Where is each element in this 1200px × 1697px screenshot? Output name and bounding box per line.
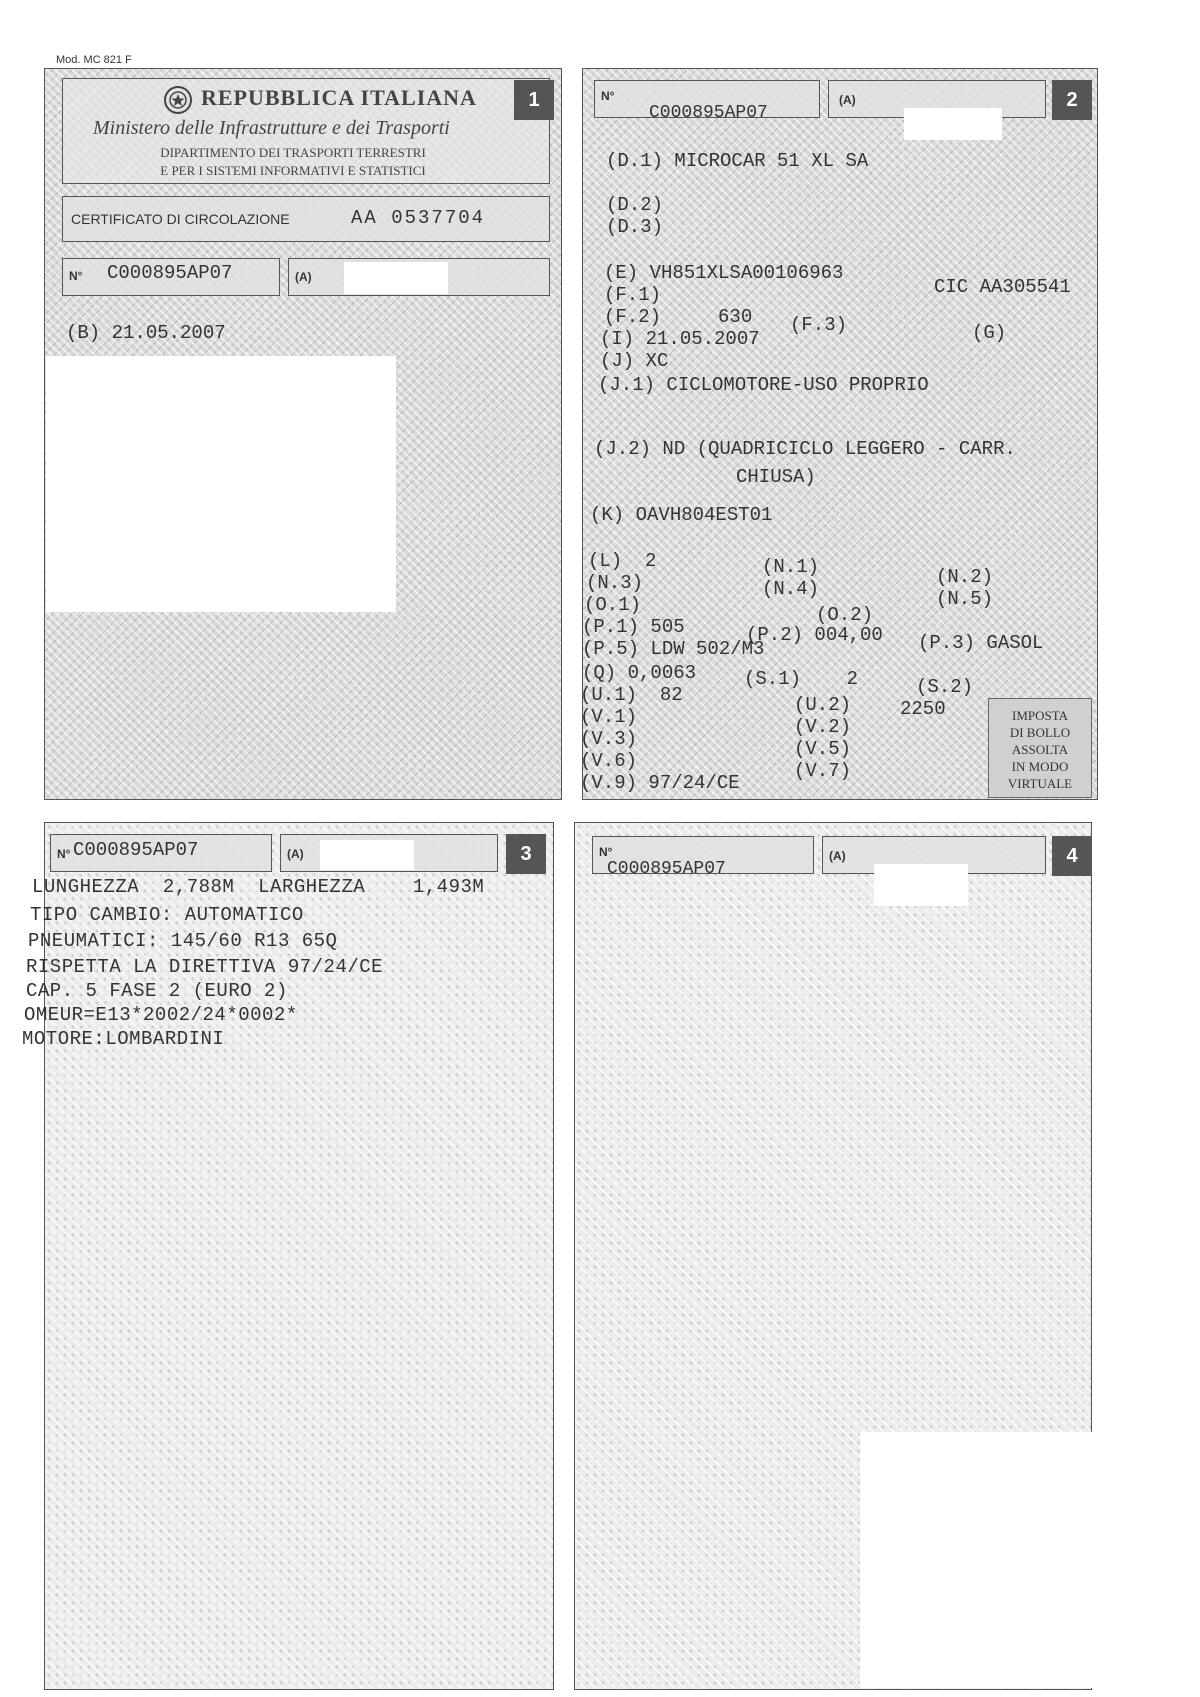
ministry-name: Ministero delle Infrastrutture e dei Trasporti [93, 117, 450, 139]
field-f1: (F.1) [604, 284, 662, 306]
tax-stamp [988, 698, 1092, 798]
text-line: LUNGHEZZA 2,788M LARGHEZZA 1,493M [32, 876, 485, 898]
header-box [62, 78, 550, 184]
number-box-1 [62, 258, 280, 296]
number-label: N° [57, 847, 71, 861]
redaction [344, 262, 448, 294]
stamp-line: DI BOLLO [1009, 725, 1071, 740]
field-f3: (F.3) [790, 314, 848, 336]
field-n1: (N.1) [762, 556, 820, 578]
field-n2: (N.2) [936, 566, 994, 588]
redaction [860, 1432, 1092, 1688]
stamp-line: IN MODO [1011, 759, 1069, 774]
field-j1: (J.1) CICLOMOTORE-USO PROPRIO [598, 374, 929, 396]
field-v2: (V.2) [794, 716, 852, 738]
field-o1: (O.1) [584, 594, 642, 616]
field-u2-value: 2250 [900, 698, 946, 720]
field-f2: (F.2) 630 [604, 306, 753, 328]
certificate-box [62, 196, 550, 242]
field-l: (L) 2 [588, 550, 657, 572]
field-s2: (S.2) [916, 676, 974, 698]
field-g: (G) [972, 322, 1007, 344]
emblem-icon [163, 85, 193, 115]
field-u2: (U.2) [794, 694, 852, 716]
field-p2: (P.2) 004,00 [746, 624, 883, 646]
field-i: (I) 21.05.2007 [600, 328, 760, 350]
panel-badge-2: 2 [1052, 80, 1092, 120]
stamp-line: IMPOSTA [1011, 708, 1069, 723]
field-k: (K) OAVH804EST01 [590, 504, 773, 526]
field-j2-cont: CHIUSA) [736, 466, 816, 488]
field-p1: (P.1) 505 [582, 616, 685, 638]
number-value: C000895AP07 [107, 262, 233, 284]
text-line: RISPETTA LA DIRETTIVA 97/24/CE [26, 956, 384, 978]
number-label: N° [601, 89, 615, 103]
field-e: (E) VH851XLSA00106963 [604, 262, 844, 284]
text-line: OMEUR=E13*2002/24*0002* [24, 1004, 298, 1026]
number-label: N° [599, 845, 613, 859]
field-v7: (V.7) [794, 760, 852, 782]
field-b: (B) 21.05.2007 [66, 322, 226, 344]
field-v9: (V.9) 97/24/CE [580, 772, 740, 794]
field-p3: (P.3) GASOL [918, 632, 1044, 654]
number-label: N° [69, 269, 83, 283]
number-value: C000895AP07 [649, 103, 768, 123]
number-box-4 [592, 836, 814, 879]
text-line: MOTORE:LOMBARDINI [22, 1028, 225, 1050]
redaction [874, 864, 968, 906]
field-v6: (V.6) [580, 750, 638, 772]
field-d1: (D.1) MICROCAR 51 XL SA [606, 150, 869, 172]
number-value: C000895AP07 [73, 839, 199, 861]
field-v1: (V.1) [580, 706, 638, 728]
department-line-1: DIPARTIMENTO DEI TRASPORTI TERRESTRI [160, 145, 426, 160]
field-q: (Q) 0,0063 [582, 662, 697, 684]
department-line-2: E PER I SISTEMI INFORMATIVI E STATISTICI [160, 163, 426, 178]
a-label: (A) [829, 849, 846, 863]
model-code: Mod. MC 821 F [56, 54, 132, 66]
redaction [320, 840, 414, 870]
a-label: (A) [295, 270, 312, 284]
panel-3 [44, 822, 554, 1690]
field-v3: (V.3) [580, 728, 638, 750]
a-label: (A) [287, 847, 304, 861]
field-cic: CIC AA305541 [934, 276, 1071, 298]
field-u1: (U.1) 82 [580, 684, 683, 706]
text-line: CAP. 5 FASE 2 (EURO 2) [26, 980, 288, 1002]
text-line: TIPO CAMBIO: AUTOMATICO [30, 904, 304, 926]
a-label: (A) [839, 93, 856, 107]
field-n3: (N.3) [586, 572, 644, 594]
field-n4: (N.4) [762, 578, 820, 600]
field-s1: (S.1) 2 [744, 668, 859, 690]
panel-badge-4: 4 [1052, 836, 1092, 876]
redaction [904, 108, 1002, 140]
stamp-line: VIRTUALE [1007, 776, 1073, 791]
field-d3: (D.3) [606, 216, 664, 238]
certificate-number: AA 0537704 [351, 207, 486, 229]
redaction [46, 356, 396, 612]
certificate-label: CERTIFICATO DI CIRCOLAZIONE [71, 211, 290, 227]
panel-badge-3: 3 [506, 834, 546, 874]
republic-title: REPUBBLICA ITALIANA [201, 85, 477, 110]
field-o2: (O.2) [816, 604, 874, 626]
panel-badge-1: 1 [514, 80, 554, 120]
field-n5: (N.5) [936, 588, 994, 610]
field-j: (J) XC [600, 350, 669, 372]
text-line: PNEUMATICI: 145/60 R13 65Q [28, 930, 338, 952]
field-d2: (D.2) [606, 194, 664, 216]
field-j2: (J.2) ND (QUADRICICLO LEGGERO - CARR. [594, 438, 1016, 460]
number-box-2 [594, 80, 820, 123]
field-p5: (P.5) LDW 502/M3 [582, 638, 765, 660]
number-value: C000895AP07 [607, 859, 726, 879]
number-box-3 [50, 834, 272, 872]
field-v5: (V.5) [794, 738, 852, 760]
stamp-line: ASSOLTA [1011, 742, 1069, 757]
